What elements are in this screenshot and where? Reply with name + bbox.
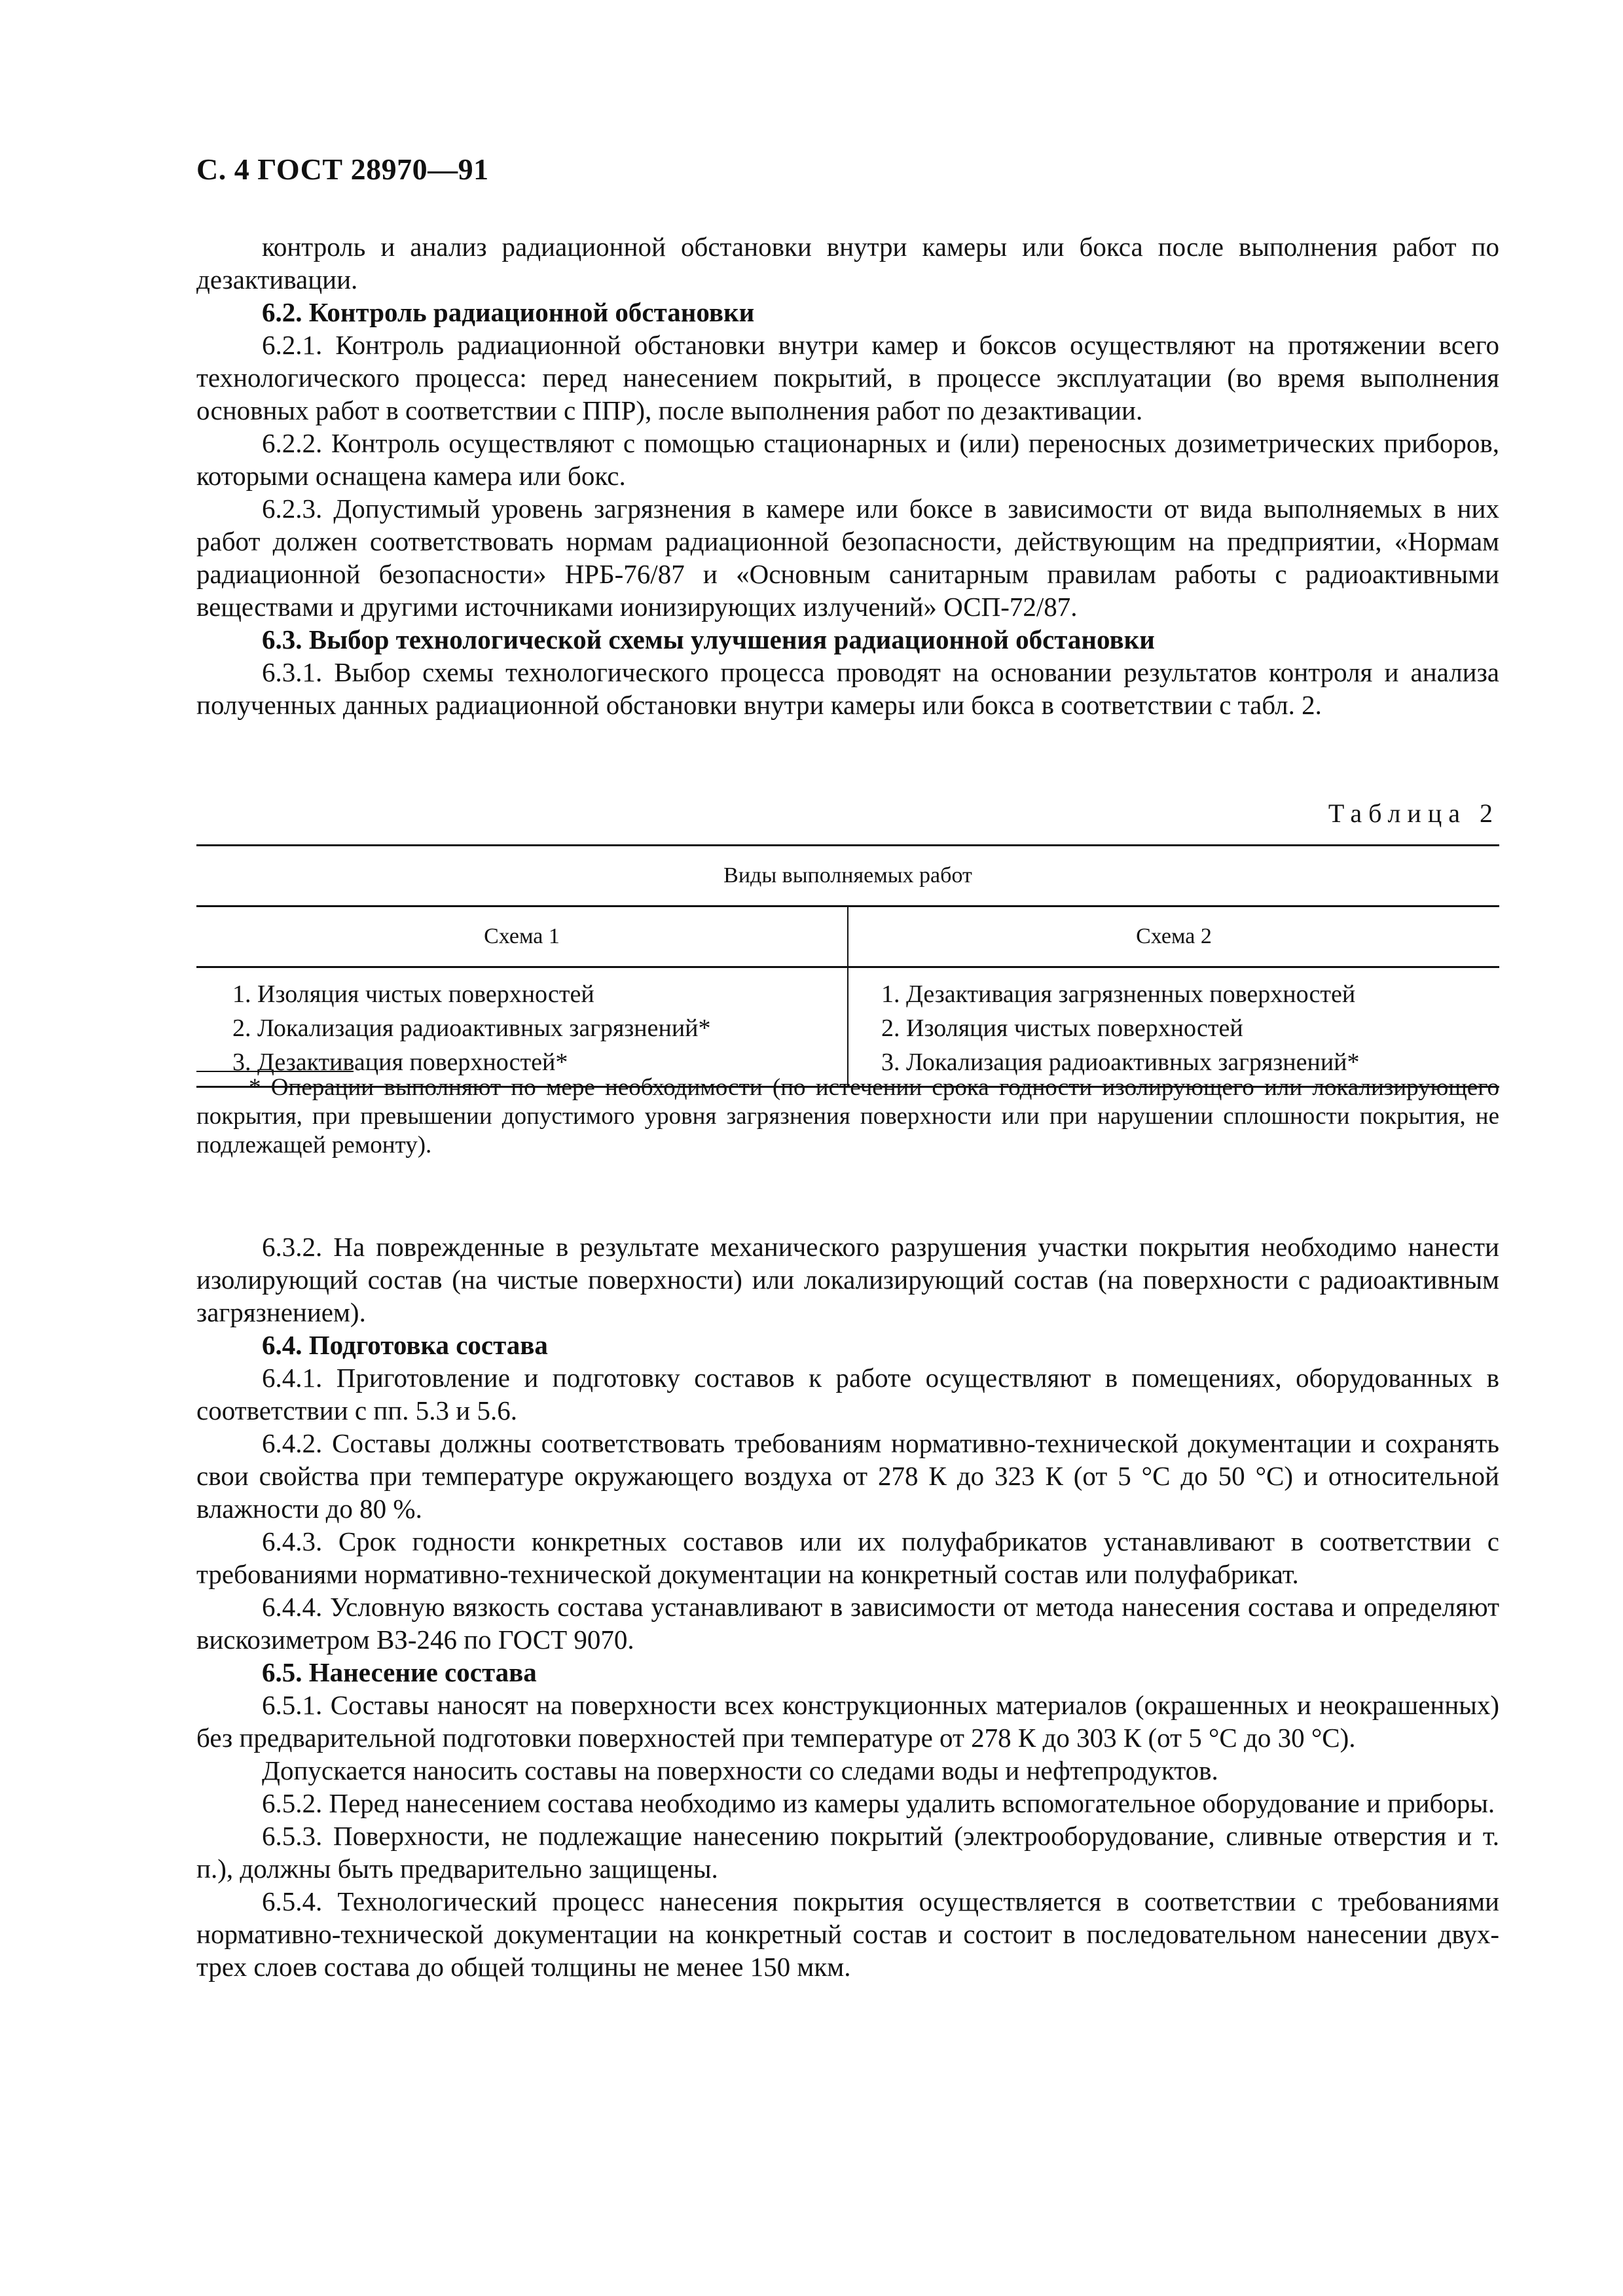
paragraph-6-2-3: 6.2.3. Допустимый уровень загрязнения в камере или боксе в зависимости от вида выполняемых в них работ должен соответствовать нормам радиационной безопасности, действующим на предприятии, «Нормам радиационной безопасности» НРБ-76/87 и «Основным санитарным правилам работы с радиоактивными веществами и другими источниками ионизирующих излучений» ОСП-72/87. <box>196 493 1499 622</box>
paragraph-6-4-4: 6.4.4. Условную вязкость состава устанавливают в зависимости от метода нанесения состава и определяют вискозиметром ВЗ-246 по ГОСТ 9070. <box>196 1592 1499 1655</box>
paragraph-6-4-3: 6.4.3. Срок годности конкретных составов или их полуфабрикатов устанавливают в соответствии с требованиями нормативно-технической документации на конкретный состав или полуфабрикат. <box>196 1526 1499 1589</box>
paragraph-intro: контроль и анализ радиационной обстановки внутри камеры или бокса после выполнения работ по дезактивации. <box>196 232 1499 295</box>
section-heading-6-3: 6.3. Выбор технологической схемы улучшения радиационной обстановки <box>262 624 1155 655</box>
paragraph-6-5-1: 6.5.1. Составы наносят на поверхности всех конструкционных материалов (окрашенных и неокрашенных) без предварительной подготовки поверхностей при температуре от 278 К до 303 К (от 5 °С до 30 °С). <box>196 1690 1499 1753</box>
paragraph-6-3-2: 6.3.2. На поврежденные в результате механического разрушения участки покрытия необходимо нанести изолирующий состав (на чистые поверхности) или локализирующий состав (на поверхности с радиоактивным загрязнением). <box>196 1232 1499 1327</box>
table-cell-scheme-1 <box>196 967 848 1087</box>
text-block-bottom <box>196 1230 1499 1983</box>
paragraph-6-2-1: 6.2.1. Контроль радиационной обстановки внутри камер и боксов осуществляют на протяжении всего технологического процесса: перед нанесением покрытий, в процессе эксплуатации (во время выполнения основных работ в соответствии с ППР), после выполнения работ по дезактивации. <box>196 330 1499 425</box>
paragraph-6-3-1: 6.3.1. Выбор схемы технологического процесса проводят на основании результатов контроля и анализа полученных данных радиационной обстановки внутри камеры или бокса в соответствии с табл. 2. <box>196 657 1499 720</box>
list-item: 1. Изоляция чистых поверхностей <box>232 980 594 1008</box>
list-item: 2. Локализация радиоактивных загрязнений* <box>232 1014 711 1042</box>
paragraph-6-4-2: 6.4.2. Составы должны соответствовать требованиям нормативно-технической документации и сохранять свои свойства при температуре окружающего воздуха от 278 К до 323 К (от 5 °С до 50 °С) и относительной влажности до 80 %. <box>196 1428 1499 1524</box>
paragraph-6-5-4: 6.5.4. Технологический процесс нанесения покрытия осуществляется в соответствии с требованиями нормативно-технической документации на конкретный состав и состоит в последовательном нанесении двух-трех слоев состава до общей толщины не менее 150 мкм. <box>196 1886 1499 1982</box>
table-col-header-scheme-2: Схема 2 <box>848 906 1499 967</box>
works-table <box>196 844 1499 1088</box>
section-heading-6-4: 6.4. Подготовка состава <box>262 1330 548 1360</box>
scheme-1-list <box>232 977 847 1079</box>
table-cell-scheme-2 <box>848 967 1499 1087</box>
page-header: С. 4 ГОСТ 28970—91 <box>196 152 489 186</box>
footnote-rule <box>196 1071 354 1072</box>
list-item: 1. Дезактивация загрязненных поверхностей <box>881 980 1356 1008</box>
list-item: 2. Изоляция чистых поверхностей <box>881 1014 1243 1042</box>
paragraph-6-5-2: 6.5.2. Перед нанесением состава необходимо из камеры удалить вспомогательное оборудование и приборы. <box>262 1788 1495 1818</box>
paragraph-6-5-1-note: Допускается наносить составы на поверхности со следами воды и нефтепродуктов. <box>262 1755 1218 1785</box>
list-item: 3. Дезактивация поверхностей* <box>232 1049 568 1076</box>
table-footnote: * Операции выполняют по мере необходимости (по истечении срока годности изолирующего или локализирующего покрытия, при превышении допустимого уровня загрязнения поверхности или при нарушении сплошности покрытия, не подлежащей ремонту). <box>196 1074 1499 1158</box>
paragraph-6-2-2: 6.2.2. Контроль осуществляют с помощью стационарных и (или) переносных дозиметрических приборов, которыми оснащена камера или бокс. <box>196 428 1499 491</box>
paragraph-6-5-3: 6.5.3. Поверхности, не подлежащие нанесению покрытий (электрооборудование, сливные отверстия и т. п.), должны быть предварительно защищены. <box>196 1821 1499 1884</box>
text-block-top <box>196 230 1499 721</box>
paragraph-6-4-1: 6.4.1. Приготовление и подготовку составов к работе осуществляют в помещениях, оборудованных в соответствии с пп. 5.3 и 5.6. <box>196 1363 1499 1426</box>
table-caption: Таблица 2 <box>1328 798 1499 828</box>
section-heading-6-2: 6.2. Контроль радиационной обстановки <box>262 297 755 327</box>
table-group-header: Виды выполняемых работ <box>196 846 1499 906</box>
section-heading-6-5: 6.5. Нанесение состава <box>262 1657 537 1687</box>
scheme-2-list <box>881 977 1499 1079</box>
list-item: 3. Локализация радиоактивных загрязнений* <box>881 1049 1360 1076</box>
table-col-header-scheme-1: Схема 1 <box>196 906 848 967</box>
